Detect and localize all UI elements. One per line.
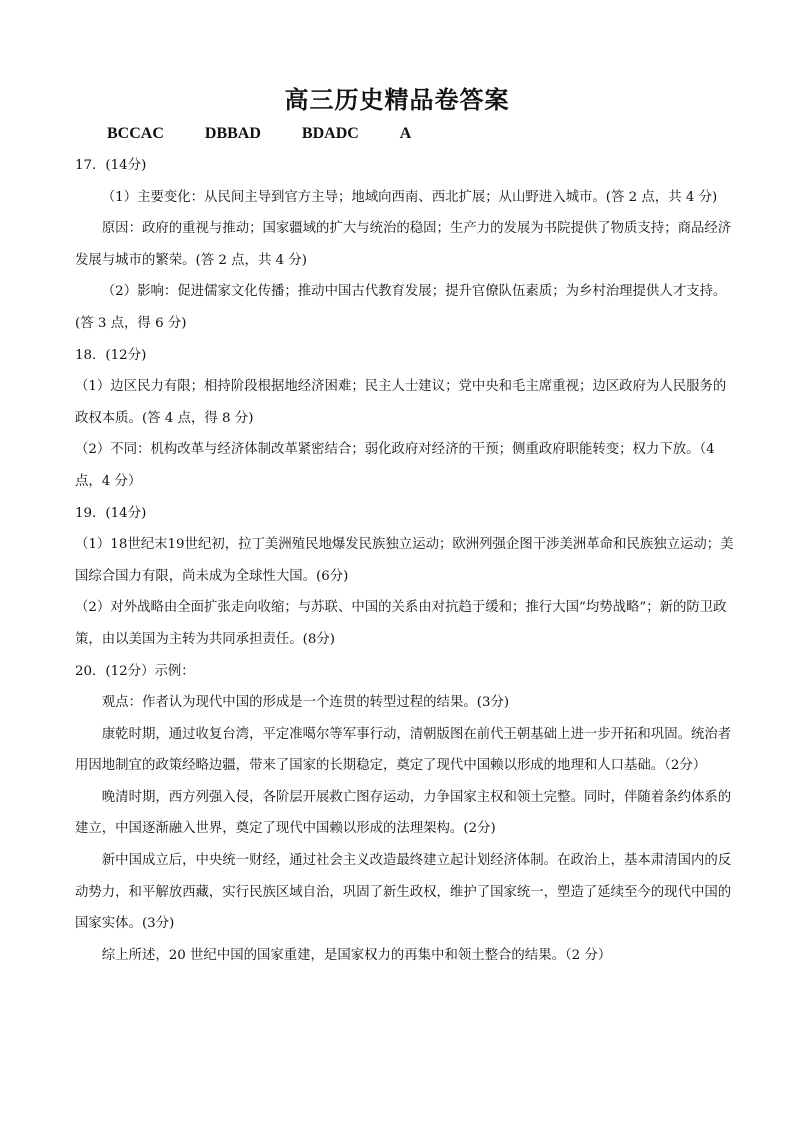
choice-answer-group: BCCAC [107, 125, 164, 142]
question-20-conclusion: 综上所述，20 世纪中国的国家重建，是国家权力的再集中和领土整合的结果。（2 分） [101, 947, 612, 963]
question-17-part-2: （2）影响：促进儒家文化传播；推动中国古代教育发展；提升官僚队伍素质；为乡村治理提供人才支持。(答 3 点，得 6 分) [75, 284, 727, 331]
choice-answer-group: BDADC [301, 125, 359, 142]
question-18 [75, 340, 735, 498]
question-20-header: 20．(12分）示例： [75, 663, 195, 679]
choice-answer-group: A [399, 125, 412, 142]
answer-content [75, 150, 735, 971]
choice-answer-group: DBBAD [204, 125, 261, 142]
question-17-part-1: （1）主要变化：从民间主导到官方主导；地域向西南、西北扩展；从山野进入城市。(答 2 点，共 4 分) [101, 189, 718, 205]
question-18-part-1: （1）边区民力有限；相持阶段根据地经济困难；民主人士建议；党中央和毛主席重视；边区政府为人民服务的政权本质。(答 4 点，得 8 分) [75, 379, 727, 426]
page-title: 高三历史精品卷答案 [284, 85, 510, 114]
question-17-header: 17．(14分) [75, 158, 147, 173]
question-18-header: 18．(12分) [75, 347, 147, 363]
question-17-reasons: 原因：政府的重视与推动；国家疆域的扩大与统治的稳固；生产力的发展为书院提供了物质支持；商品经济发展与城市的繁荣。(答 2 点，共 4 分) [75, 221, 732, 268]
question-20-viewpoint: 观点：作者认为现代中国的形成是一个连贯的转型过程的结果。(3分) [101, 695, 510, 711]
question-20-late-qing: 晚清时期，西方列强入侵，各阶层开展救亡图存运动，力争国家主权和领土完整。同时，伴随着条约体系的建立，中国逐渐融入世界，奠定了现代中国赖以形成的法理架构。(2分) [75, 789, 732, 837]
question-18-part-2: （2）不同：机构改革与经济体制改革紧密结合；弱化政府对经济的干预；侧重政府职能转变；权力下放。（4 点，4 分） [75, 442, 715, 489]
question-20 [75, 656, 735, 972]
choice-answers-row [107, 122, 448, 146]
question-19-part-2: （2）对外战略由全面扩张走向收缩；与苏联、中国的关系由对抗趋于缓和；推行大国“均势战略”；新的防卫政策，由以美国为主转为共同承担责任。(8分) [75, 600, 727, 647]
question-19-header: 19．(14分) [75, 505, 147, 521]
question-17 [75, 150, 735, 340]
question-19-part-1: （1）18世纪末19世纪初，拉丁美洲殖民地爆发民族独立运动；欧洲列强企图干涉美洲革命和民族独立运动；美国综合国力有限，尚未成为全球性大国。(6分) [75, 537, 734, 584]
question-19 [75, 498, 735, 656]
question-20-kangqian: 康乾时期，通过收复台湾，平定准噶尔等军事行动，清朝版图在前代王朝基础上进一步开拓和巩固。统治者用因地制宜的政策经略边疆，带来了国家的长期稳定，奠定了现代中国赖以形成的地理和人口基础。（2分） [75, 726, 732, 774]
question-20-new-china: 新中国成立后，中央统一财经，通过社会主义改造最终建立起计划经济体制。在政治上，基本肃清国内的反动势力，和平解放西藏，实行民族区域自治，巩固了新生政权，维护了国家统一，塑造了延续至今的现代中国的国家实体。(3分) [75, 853, 732, 932]
